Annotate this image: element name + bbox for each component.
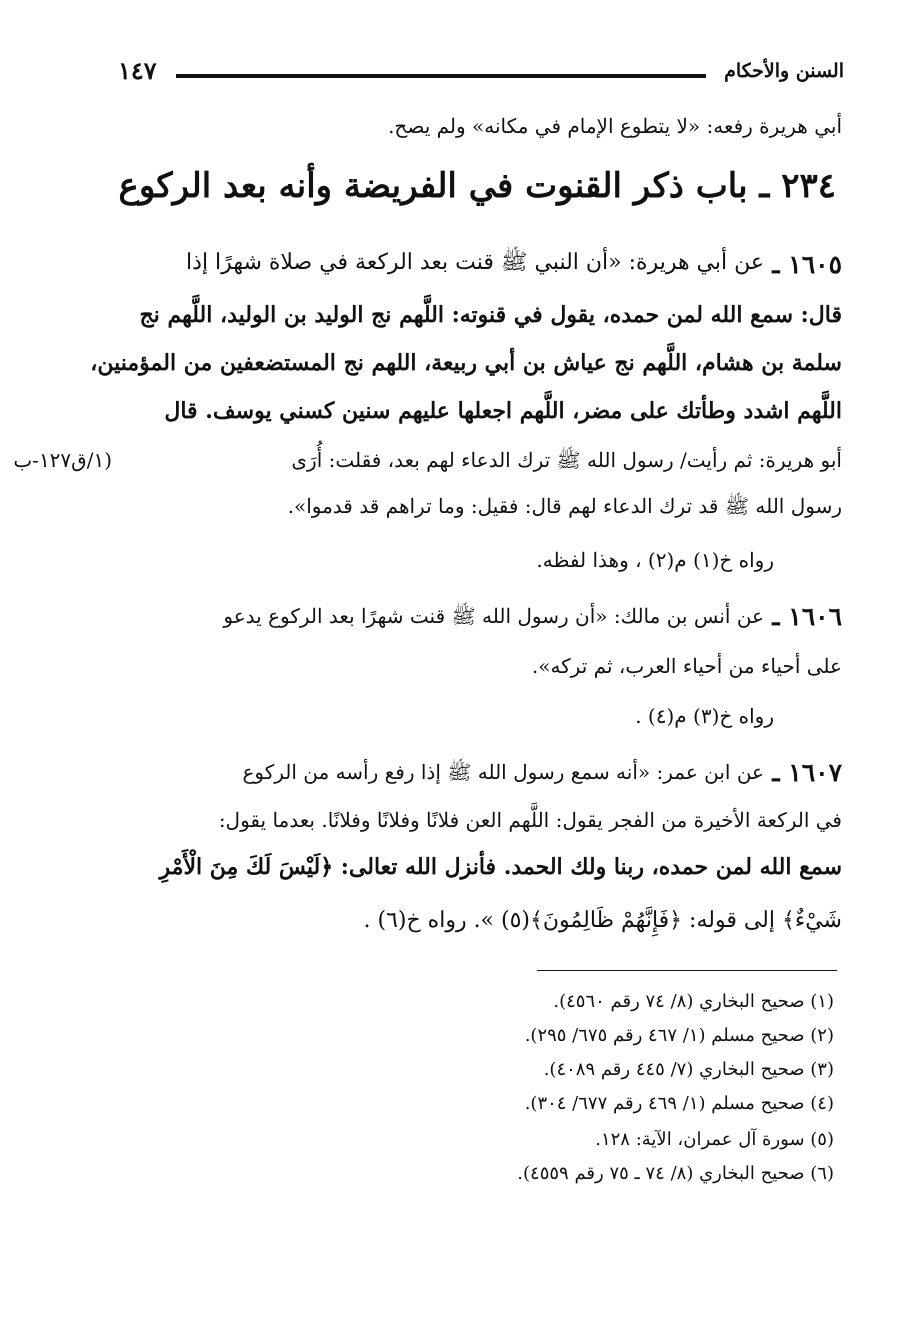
hadith-number-1606: ١٦٠٦ ـ (772, 602, 842, 631)
hadith-1607-line-3: سمع الله لمن حمده، ربنا ولك الحمد. فأنزل الله تعالى: ﴿لَيْسَ لَكَ مِنَ الْأَمْرِ (159, 854, 842, 880)
hadith-1605-line-3: سلمة بن هشام، اللَّهم نج عياش بن أبي ربيعة، اللهم نج المستضعفين من المؤمنين، (90, 350, 842, 376)
page-number: ١٤٧ (118, 56, 157, 85)
hadith-1605-line-4: اللَّهم اشدد وطأتك على مضر، اللَّهم اجعلها عليهم سنين كسني يوسف. قال (164, 398, 842, 424)
footnote-1: (١) صحيح البخاري (٨/ ٧٤ رقم ٤٥٦٠). (553, 991, 834, 1012)
hadith-number-1607: ١٦٠٧ ـ (772, 758, 842, 787)
running-head: السنن والأحكام (724, 60, 844, 82)
manuscript-margin-ref: (١/ق١٢٧-ب (13, 448, 112, 472)
footnote-4: (٤) صحيح مسلم (١/ ٤٦٩ رقم ٦٧٧/ ٣٠٤). (524, 1093, 834, 1114)
footnote-5: (٥) سورة آل عمران، الآية: ١٢٨. (595, 1129, 834, 1150)
hadith-1607-line-2: في الركعة الأخيرة من الفجر يقول: اللَّهم العن فلانًا وفلانًا وفلانًا. بعدما يقول: (218, 808, 842, 832)
hadith-1607-line-4: شَيْءٌ﴾ إلى قوله: ﴿فَإِنَّهُمْ ظَالِمُونَ﴾(٥) ». رواه خ(٦) . (363, 908, 842, 933)
header-rule (176, 74, 706, 78)
hadith-1605-line-2: قال: سمع الله لمن حمده، يقول في قنوته: اللَّهم نج الوليد بن الوليد، اللَّهم نج (139, 302, 842, 328)
carryover-line: أبي هريرة رفعه: «لا يتطوع الإمام في مكانه» ولم يصح. (388, 114, 842, 138)
hadith-1606-line-2: على أحياء من أحياء العرب، ثم تركه». (531, 654, 842, 678)
footnote-3: (٣) صحيح البخاري (٧/ ٤٤٥ رقم ٤٠٨٩). (543, 1059, 834, 1080)
hadith-1607-line-1: عن ابن عمر: «أنه سمع رسول الله ﷺ إذا رفع رأسه من الركوع (242, 760, 764, 784)
hadith-1605-line-5: أبو هريرة: ثم رأيت/ رسول الله ﷺ ترك الدعاء لهم بعد، فقلت: أُرَى (291, 448, 842, 472)
footnote-6: (٦) صحيح البخاري (٨/ ٧٤ ـ ٧٥ رقم ٤٥٥٩). (517, 1163, 834, 1184)
hadith-1605-source: رواه خ(١) م(٢) ، وهذا لفظه. (536, 548, 774, 572)
footnote-rule (537, 970, 837, 971)
footnote-2: (٢) صحيح مسلم (١/ ٤٦٧ رقم ٦٧٥/ ٢٩٥). (524, 1025, 834, 1046)
chapter-title: ٢٣٤ ـ باب ذكر القنوت في الفريضة وأنه بعد الركوع (118, 166, 836, 206)
hadith-1605-line-1: عن أبي هريرة: «أن النبي ﷺ قنت بعد الركعة في صلاة شهرًا إذا (186, 250, 764, 275)
hadith-1606-line-1: عن أنس بن مالك: «أن رسول الله ﷺ قنت شهرًا بعد الركوع يدعو (223, 604, 764, 628)
hadith-1606-source: رواه خ(٣) م(٤) . (635, 704, 774, 728)
hadith-1605-line-6: رسول الله ﷺ قد ترك الدعاء لهم قال: فقيل: وما تراهم قد قدموا». (287, 494, 842, 518)
hadith-number-1605: ١٦٠٥ ـ (772, 250, 842, 279)
